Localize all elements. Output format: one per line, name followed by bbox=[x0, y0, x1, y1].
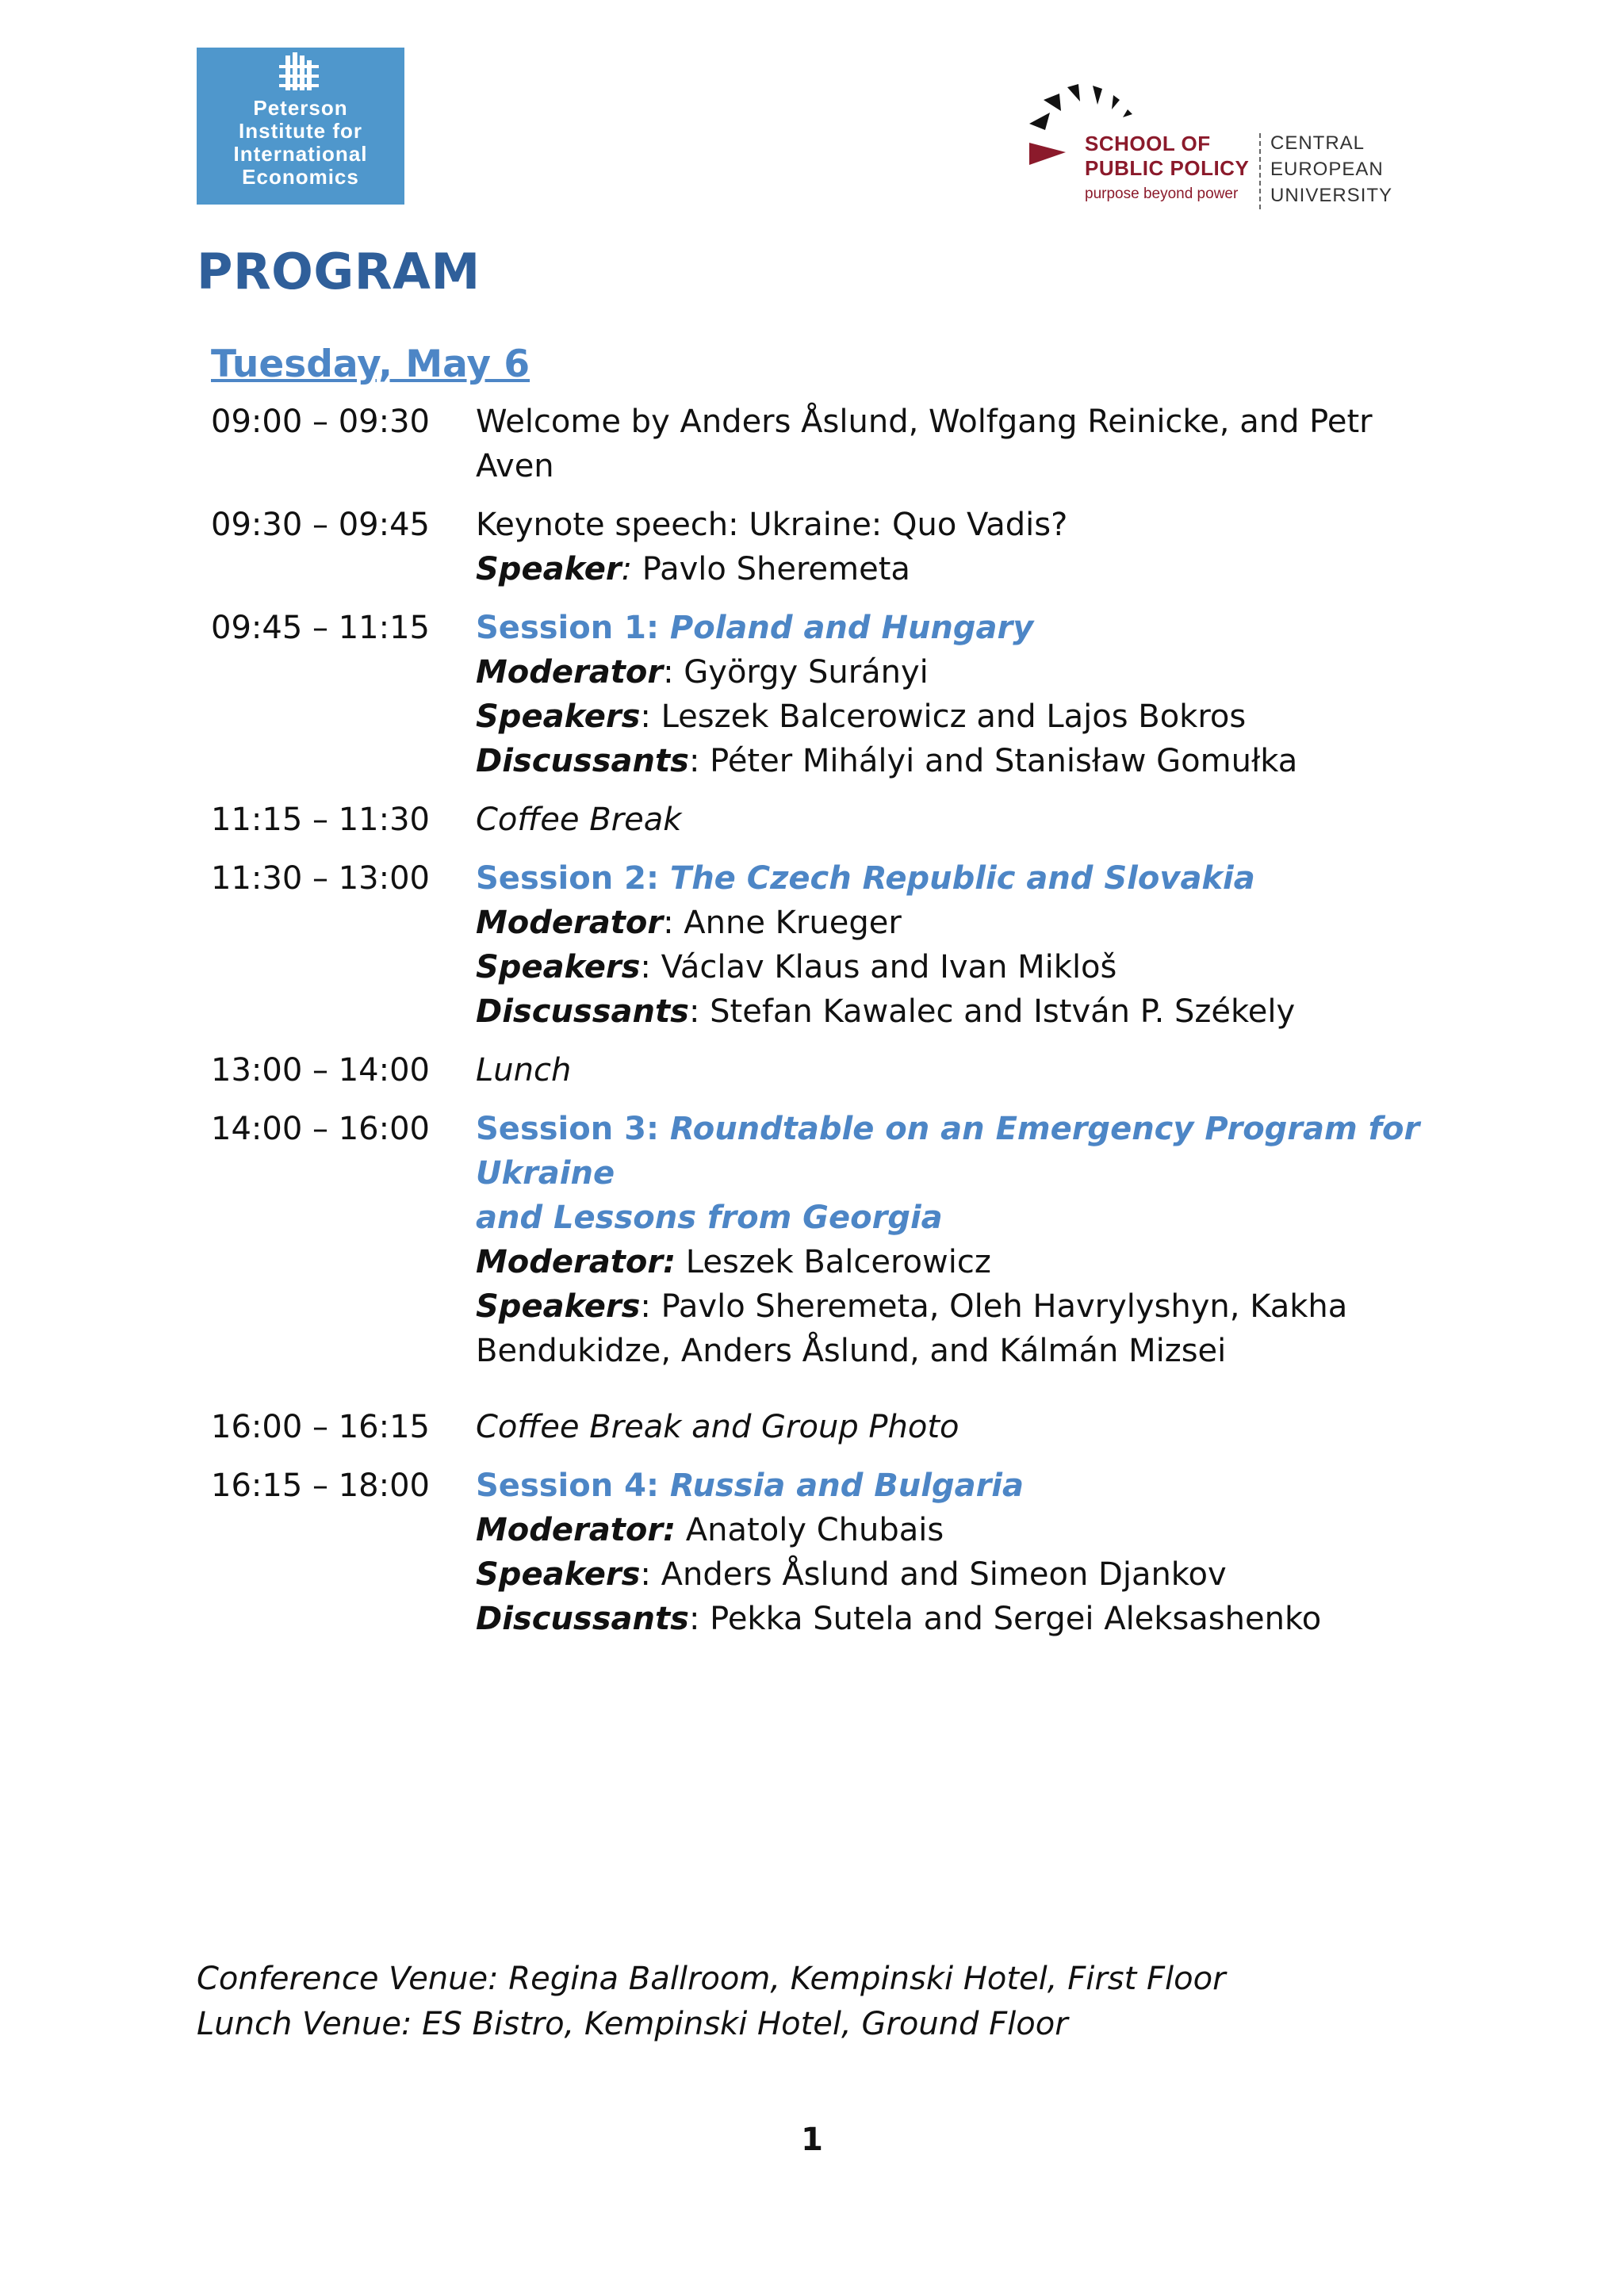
speaker-label: Speaker bbox=[476, 551, 622, 587]
session-title: Session 3: Roundtable on an Emergency Program for Ukraine bbox=[476, 1111, 1420, 1192]
schedule-row bbox=[211, 1464, 1448, 1641]
schedule-row bbox=[211, 400, 1448, 488]
speaker-name: Pavlo Sheremeta bbox=[632, 551, 910, 587]
speakers-label: Speakers bbox=[476, 949, 641, 985]
time-slot: 11:30 – 13:00 bbox=[211, 860, 430, 897]
moderator-label: Moderator: bbox=[476, 1512, 676, 1548]
piie-logo bbox=[197, 48, 404, 205]
session-block: Session 2: The Czech Republic and Slovakia Moderator: Anne Krueger Speakers: Václav Klaus and Ivan Mikloš Discussants: Stefan Kawalec and István P. Székely bbox=[476, 856, 1448, 1034]
agenda-item: Keynote speech: Ukraine: Quo Vadis? Speaker: Pavlo Sheremeta bbox=[476, 507, 1068, 587]
time-slot: 09:45 – 11:15 bbox=[211, 610, 430, 646]
session-block: Session 1: Poland and Hungary Moderator: György Surányi Speakers: Leszek Balcerowicz and Lajos Bokros Discussants: Péter Mihályi and Stanisław Gomułka bbox=[476, 606, 1448, 783]
session-block: Session 3: Roundtable on an Emergency Program for Ukraine and Lessons from Georgia Moderator: Leszek Balcerowicz Speakers: Pavlo Sheremeta, Oleh Havrylyshyn, Kakha Bendukidze, Anders Åslund, and Kálmán Mizsei bbox=[476, 1107, 1448, 1373]
session-block: Session 4: Russia and Bulgaria Moderator: Anatoly Chubais Speakers: Anders Åslund and Simeon Djankov Discussants: Pekka Sutela and Sergei Aleksashenko bbox=[476, 1464, 1448, 1641]
piie-logo-text: Peterson Institute for International Economics bbox=[233, 96, 368, 189]
logo-divider bbox=[1259, 133, 1261, 209]
schedule-row bbox=[211, 1107, 1448, 1373]
discussants-label: Discussants bbox=[476, 1601, 689, 1637]
session-title: Session 2: The Czech Republic and Slovakia bbox=[476, 860, 1255, 897]
time-slot: 16:00 – 16:15 bbox=[211, 1409, 430, 1445]
discussants-label: Discussants bbox=[476, 743, 689, 779]
central-european-university: CENTRAL EUROPEAN UNIVERSITY bbox=[1270, 132, 1393, 206]
schedule-row bbox=[211, 1048, 1448, 1093]
ceu-tagline: purpose beyond power bbox=[1085, 186, 1239, 202]
agenda-item: Coffee Break bbox=[476, 802, 682, 838]
moderator-label: Moderator: bbox=[476, 1244, 676, 1280]
lunch-venue: Lunch Venue: ES Bistro, Kempinski Hotel, Ground Floor bbox=[197, 2006, 1068, 2042]
schedule-row bbox=[211, 798, 1448, 842]
schedule-row bbox=[211, 606, 1448, 783]
school-of-public-policy: SCHOOL OF PUBLIC POLICY bbox=[1085, 132, 1250, 180]
day-heading: Tuesday, May 6 bbox=[211, 342, 530, 386]
time-slot: 13:00 – 14:00 bbox=[211, 1052, 430, 1089]
schedule bbox=[211, 400, 1448, 1655]
schedule-row bbox=[211, 503, 1448, 591]
schedule-row bbox=[211, 1405, 1448, 1449]
agenda-item: Coffee Break and Group Photo bbox=[476, 1409, 959, 1445]
moderator-label: Moderator bbox=[476, 654, 664, 691]
time-slot: 11:15 – 11:30 bbox=[211, 802, 430, 838]
moderator-label: Moderator bbox=[476, 905, 664, 941]
agenda-item: Lunch bbox=[476, 1052, 572, 1089]
discussants-label: Discussants bbox=[476, 993, 689, 1030]
time-slot: 09:30 – 09:45 bbox=[211, 507, 430, 543]
schedule-row bbox=[211, 856, 1448, 1034]
conference-venue: Conference Venue: Regina Ballroom, Kempinski Hotel, First Floor bbox=[197, 1961, 1226, 1997]
session-title: Session 1: Poland and Hungary bbox=[476, 610, 1034, 646]
session-title: Session 4: Russia and Bulgaria bbox=[476, 1468, 1024, 1504]
venue-info bbox=[197, 1957, 1226, 2047]
speakers-label: Speakers bbox=[476, 1556, 641, 1593]
speakers-label: Speakers bbox=[476, 1288, 641, 1325]
program-title: PROGRAM bbox=[197, 243, 481, 300]
time-slot: 16:15 – 18:00 bbox=[211, 1468, 430, 1504]
agenda-item: Welcome by Anders Åslund, Wolfgang Reinicke, and Petr Aven bbox=[476, 404, 1373, 484]
time-slot: 14:00 – 16:00 bbox=[211, 1111, 430, 1147]
page-number: 1 bbox=[801, 2122, 823, 2158]
speakers-label: Speakers bbox=[476, 698, 641, 735]
ceu-spp-logo bbox=[1028, 82, 1400, 217]
time-slot: 09:00 – 09:30 bbox=[211, 404, 430, 440]
